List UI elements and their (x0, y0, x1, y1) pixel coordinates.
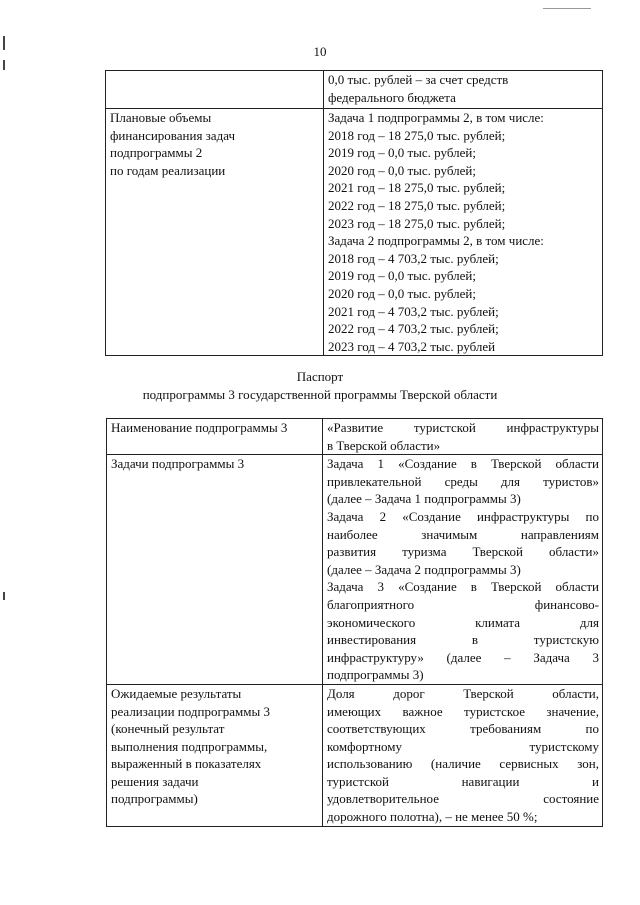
cell-line: Ожидаемые результаты (111, 685, 242, 701)
cell-line: дорожного полотна), – не менее 50 %; (327, 809, 538, 825)
table-cell-label (106, 71, 324, 109)
table-row (107, 419, 603, 455)
table-cell-value (324, 71, 603, 109)
table-cell-label (107, 684, 323, 826)
cell-line: финансирования задач (110, 127, 235, 143)
cell-line: комфортному туристскому (327, 738, 599, 754)
cell-line: Плановые объемы (110, 110, 212, 125)
cell-line: Наименование подпрограммы 3 (111, 420, 288, 435)
cell-line: выполнения подпрограммы, (111, 738, 268, 754)
table-cell-label (107, 455, 323, 685)
funding-table (105, 70, 603, 356)
cell-line: имеющих важное туристское значение, (327, 703, 599, 719)
cell-line: Доля дорог Тверской области, (327, 685, 599, 701)
cell-line: подпрограммы) (111, 791, 198, 807)
table-row (106, 71, 603, 109)
cell-line: 2021 год – 18 275,0 тыс. рублей; (328, 180, 506, 196)
cell-line: 2018 год – 4 703,2 тыс. рублей; (328, 250, 499, 266)
page-number: 10 (313, 44, 327, 59)
scan-corner-mark (543, 8, 591, 9)
cell-line: 2020 год – 0,0 тыс. рублей; (328, 285, 476, 301)
cell-line: «Развитие туристской инфраструктуры (327, 420, 599, 435)
cell-line: инвестирования в туристскую (327, 632, 599, 648)
cell-line: Задача 1 подпрограммы 2, в том числе: (328, 110, 544, 125)
passport-title-line2: подпрограммы 3 государственной программы Тверской области (142, 387, 498, 402)
table-row (106, 109, 603, 356)
cell-line: удовлетворительное состояние (327, 791, 599, 807)
cell-line: решения задачи (111, 773, 199, 789)
cell-line: реализации подпрограммы 3 (111, 703, 270, 719)
scan-margin-mark (3, 60, 5, 70)
table-cell-value (323, 684, 603, 826)
cell-line: подпрограммы 2 (110, 145, 203, 161)
cell-line: Задача 1 «Создание в Тверской области (327, 456, 599, 472)
cell-line: 2018 год – 18 275,0 тыс. рублей; (328, 127, 506, 143)
cell-line: развития туризма Тверской области» (327, 544, 599, 560)
table-row (107, 455, 603, 685)
cell-line: 2020 год – 0,0 тыс. рублей; (328, 162, 476, 178)
cell-line: привлекательной среды для туристов» (327, 473, 599, 489)
cell-line: 2021 год – 4 703,2 тыс. рублей; (328, 303, 499, 319)
cell-line: Задача 2 подпрограммы 2, в том числе: (328, 233, 544, 249)
cell-line: 2019 год – 0,0 тыс. рублей; (328, 145, 476, 161)
cell-line: соответствующих требованиям по (327, 721, 599, 737)
cell-line: 2022 год – 4 703,2 тыс. рублей; (328, 321, 499, 337)
cell-line: в Тверской области» (327, 437, 441, 453)
table-cell-value (323, 455, 603, 685)
cell-line: федерального бюджета (328, 89, 456, 105)
cell-line: Задача 2 «Создание инфраструктуры по (327, 508, 599, 524)
cell-line: подпрограммы 3) (327, 667, 424, 683)
table-row (107, 684, 603, 826)
cell-line: 2019 год – 0,0 тыс. рублей; (328, 268, 476, 284)
cell-line: по годам реализации (110, 162, 226, 178)
cell-line: (конечный результат (111, 721, 225, 737)
table-cell-label (107, 419, 323, 455)
passport-title-line1: Паспорт (296, 369, 344, 384)
cell-line: использованию (наличие сервисных зон, (327, 756, 599, 772)
cell-line: экономического климата для (327, 614, 599, 630)
passport-table (106, 418, 603, 827)
cell-line: (далее – Задача 1 подпрограммы 3) (327, 491, 521, 507)
cell-line: благоприятного финансово- (327, 596, 599, 612)
passport-title (0, 368, 640, 404)
cell-line: Задача 3 «Создание в Тверской области (327, 579, 599, 595)
table-cell-label (106, 109, 324, 356)
table-cell-value (324, 109, 603, 356)
table-cell-value (323, 419, 603, 455)
cell-line: выраженный в показателях (111, 756, 262, 772)
cell-line: 0,0 тыс. рублей – за счет средств (328, 72, 509, 87)
cell-line: 2023 год – 18 275,0 тыс. рублей; (328, 215, 506, 231)
cell-line: туристской навигации и (327, 773, 599, 789)
cell-line: (далее – Задача 2 подпрограммы 3) (327, 561, 521, 577)
cell-line: 2022 год – 18 275,0 тыс. рублей; (328, 197, 506, 213)
scan-margin-mark (3, 592, 5, 600)
cell-line: наиболее значимым направлениям (327, 526, 599, 542)
cell-line: 2023 год – 4 703,2 тыс. рублей (328, 338, 496, 354)
cell-line: инфраструктуру» (далее – Задача 3 (327, 649, 599, 665)
cell-line: Задачи подпрограммы 3 (111, 456, 245, 472)
